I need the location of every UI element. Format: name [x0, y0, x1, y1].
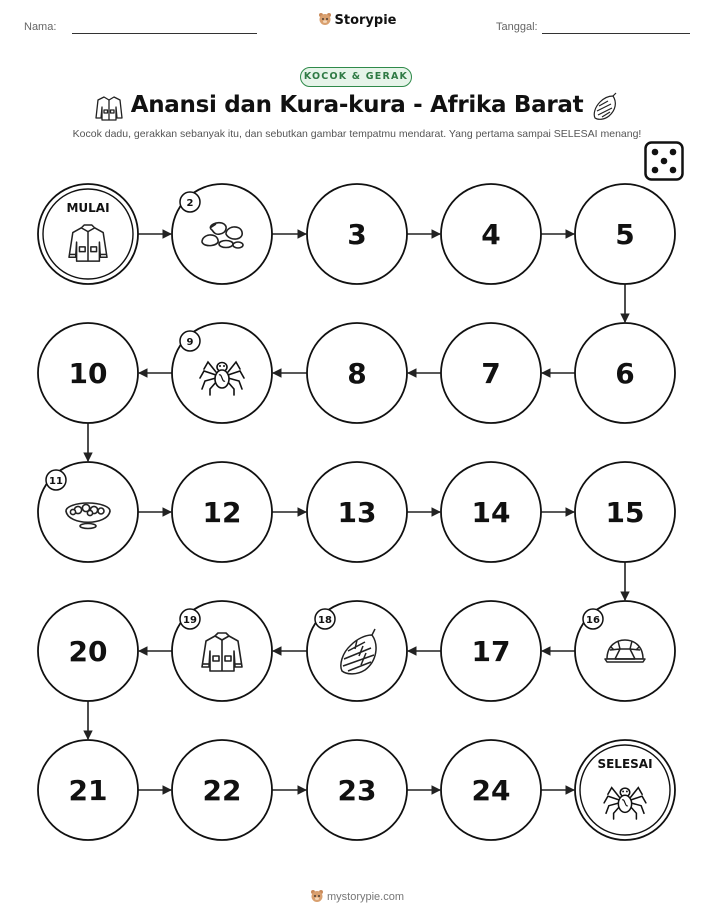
board-space-8: [307, 323, 407, 423]
board-space-9: [172, 323, 272, 423]
board-space-3: [307, 184, 407, 284]
board-space-7: [441, 323, 541, 423]
space-number: 22: [202, 774, 242, 807]
finish-space: [575, 740, 675, 840]
bear-logo-icon: [310, 889, 324, 903]
board-space-12: [172, 462, 272, 562]
board-space-21: [38, 740, 138, 840]
space-number: 15: [605, 496, 645, 529]
footer-url: mystorypie.com: [326, 891, 405, 903]
space-number: 17: [471, 635, 511, 668]
board-space-6: [575, 323, 675, 423]
space-number: 6: [615, 357, 635, 390]
name-label: Nama:: [24, 21, 57, 33]
footer: [0, 889, 714, 903]
space-number: 23: [337, 774, 377, 807]
board-space-20: [38, 601, 138, 701]
board-space-4: [441, 184, 541, 284]
board-space-16: [575, 601, 675, 701]
space-number-badge: 11: [49, 476, 63, 487]
board-space-18: [307, 601, 407, 701]
board-space-19: [172, 601, 272, 701]
date-label: Tanggal:: [496, 21, 538, 33]
board-space-5: [575, 184, 675, 284]
page-title: Anansi dan Kura-kura - Afrika Barat: [130, 92, 584, 118]
space-number: 24: [471, 774, 511, 807]
space-number-badge: 19: [183, 615, 197, 626]
start-label: MULAI: [66, 201, 110, 215]
board-space-14: [441, 462, 541, 562]
space-number-badge: 16: [586, 615, 600, 626]
space-number: 5: [615, 218, 635, 251]
activity-badge: KOCOK & GERAK: [300, 67, 412, 87]
space-number: 14: [471, 496, 511, 529]
space-number: 3: [347, 218, 367, 251]
space-number-badge: 2: [186, 198, 194, 209]
space-number: 10: [68, 357, 108, 390]
board-space-10: [38, 323, 138, 423]
board-space-24: [441, 740, 541, 840]
board-space-15: [575, 462, 675, 562]
space-number: 13: [337, 496, 377, 529]
space-number: 7: [481, 357, 501, 390]
start-space: [38, 184, 138, 284]
board-space-11: [38, 462, 138, 562]
instructions: Kocok dadu, gerakkan sebanyak itu, dan sebutkan gambar tempatmu mendarat. Yang pertama sampai SELESAI menang!: [72, 128, 642, 140]
board-space-13: [307, 462, 407, 562]
space-number: 4: [481, 218, 501, 251]
space-number-badge: 9: [186, 337, 194, 348]
board-space-23: [307, 740, 407, 840]
space-number: 12: [202, 496, 242, 529]
board-space-22: [172, 740, 272, 840]
space-number-badge: 18: [318, 615, 332, 626]
finish-label: SELESAI: [597, 757, 653, 771]
space-number: 8: [347, 357, 367, 390]
brand-name: Storypie: [334, 13, 397, 28]
board-space-2: [172, 184, 272, 284]
space-number: 20: [68, 635, 108, 668]
board-space-17: [441, 601, 541, 701]
space-number: 21: [68, 774, 108, 807]
